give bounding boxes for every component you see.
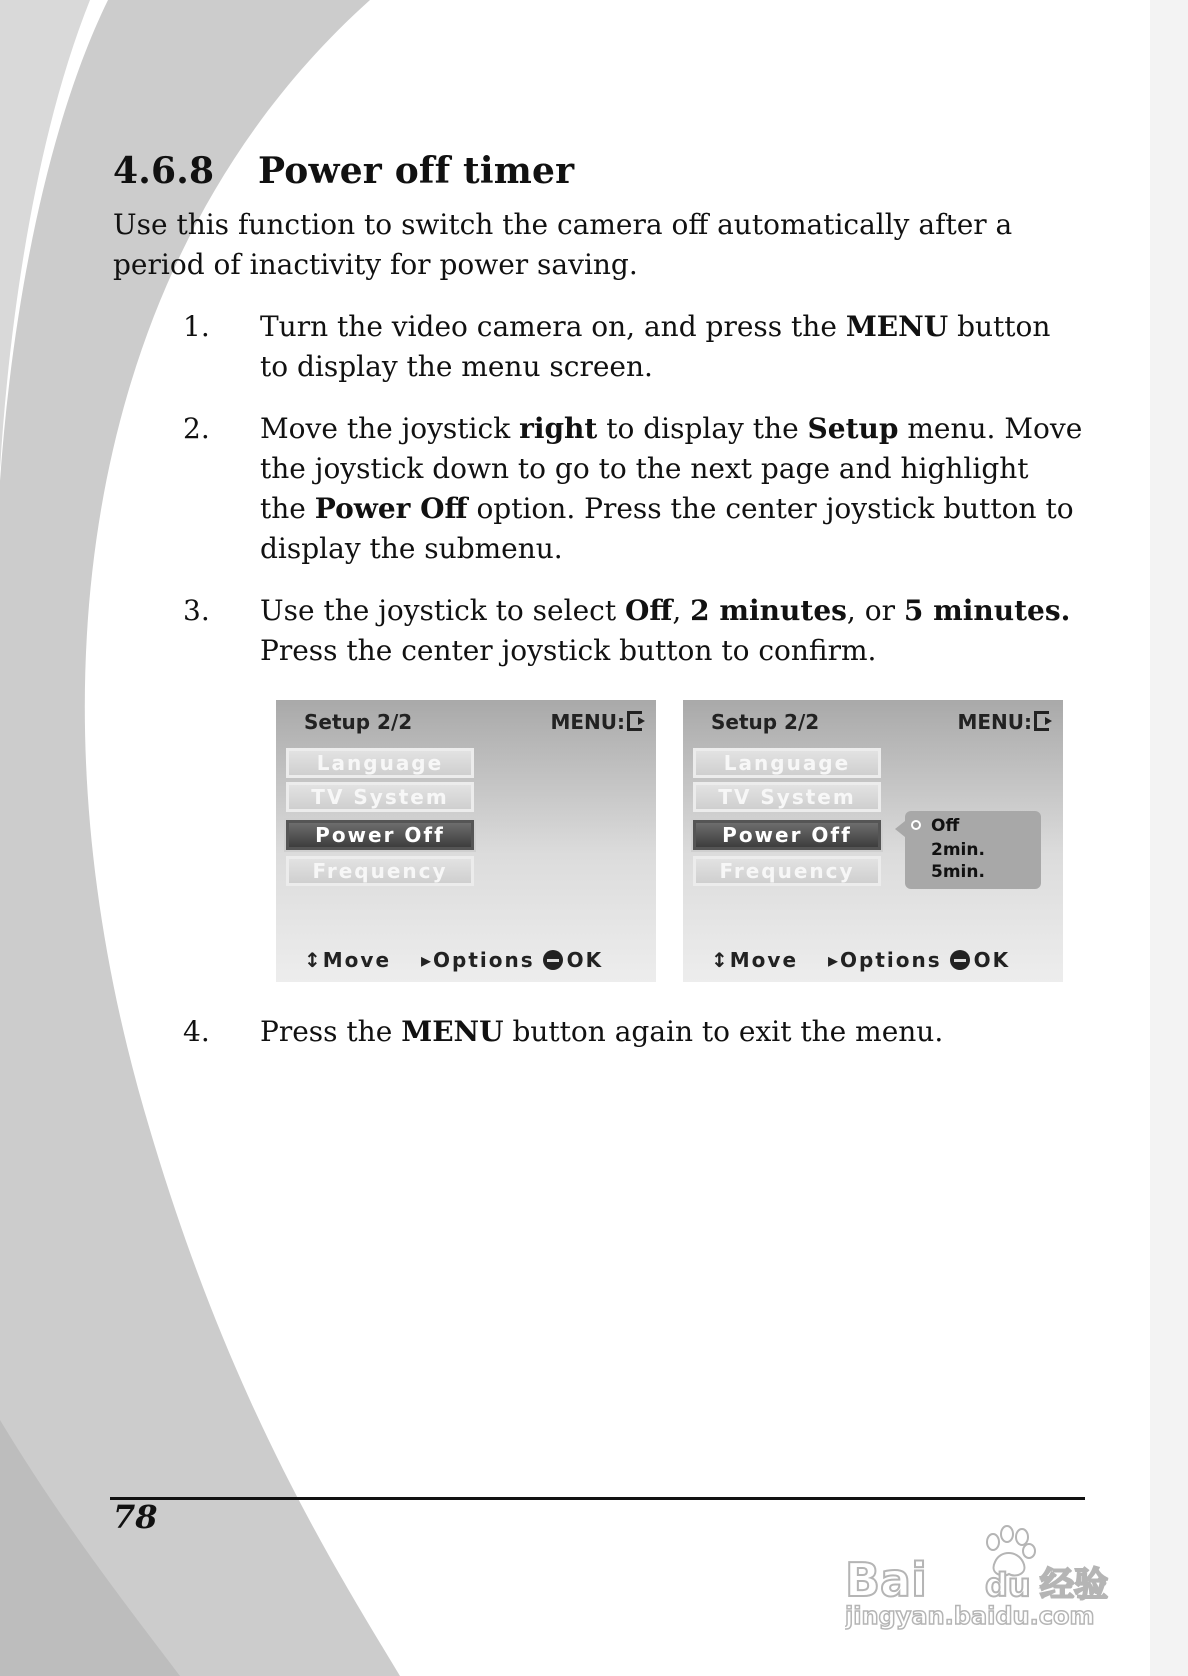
move-hint: ↕Move [711, 948, 799, 972]
screen-title: Setup 2/2 [711, 710, 820, 734]
step-text: Use the joystick to select Off, 2 minutes, or 5 minutes. Press the center joystick button to confirm. [260, 594, 1071, 667]
menu-exit-hint: MENU: [550, 710, 642, 734]
options-hint: ▸Options [828, 948, 942, 972]
screen-title: Setup 2/2 [304, 710, 413, 734]
menu-option-language: Language [693, 748, 881, 778]
page-number: 78 [113, 1498, 158, 1536]
step-text: Turn the video camera on, and press the MENU button to display the menu screen. [260, 310, 1051, 383]
radio-selected-icon [911, 820, 921, 830]
submenu-item-2min: 2min. [931, 840, 985, 860]
screen-footer [711, 948, 1010, 972]
svg-text:经验: 经验 [1040, 1565, 1108, 1605]
svg-text:jingyan.baidu.com: jingyan.baidu.com [845, 1602, 1095, 1630]
power-off-submenu-screen [683, 700, 1063, 982]
svg-text:du: du [985, 1566, 1031, 1604]
submenu-item-5min: 5min. [931, 862, 985, 882]
section-number: 4.6.8 [113, 150, 215, 192]
step-text: Move the joystick right to display the Setup menu. Move the joystick down to go to the next page and highlight the Power Off option. Press the center joystick button to display the submenu. [260, 412, 1083, 565]
menu-option-frequency: Frequency [693, 856, 881, 886]
step-1 [183, 307, 1083, 387]
move-hint: ↕Move [304, 948, 392, 972]
menu-screenshots [276, 700, 1061, 982]
ok-button-icon [543, 950, 563, 970]
menu-option-power-off: Power Off [286, 820, 474, 850]
submenu-item-off: Off [931, 816, 960, 836]
step-3 [183, 591, 1083, 671]
steps-list-continued [183, 1012, 1083, 1074]
svg-text:Bai: Bai [845, 1553, 927, 1607]
menu-option-frequency: Frequency [286, 856, 474, 886]
ok-hint: OK [973, 948, 1011, 972]
ok-hint: OK [566, 948, 604, 972]
setup-menu-screen [276, 700, 656, 982]
intro-paragraph: Use this function to switch the camera off automatically after a period of inactivity for power saving. [113, 208, 1013, 281]
menu-option-power-off: Power Off [693, 820, 881, 850]
step-number: 3. [183, 594, 210, 627]
section-heading [113, 150, 574, 192]
steps-list [183, 307, 1083, 693]
menu-option-language: Language [286, 748, 474, 778]
step-number: 4. [183, 1015, 210, 1048]
step-2 [183, 409, 1083, 569]
step-4 [183, 1012, 1083, 1052]
footer-rule [110, 1497, 1085, 1500]
step-number: 1. [183, 310, 210, 343]
exit-icon [1034, 711, 1049, 731]
menu-exit-hint: MENU: [957, 710, 1049, 734]
step-number: 2. [183, 412, 210, 445]
menu-option-tv-system: TV System [693, 782, 881, 812]
step-text: Press the MENU button again to exit the menu. [260, 1015, 944, 1048]
exit-icon [627, 711, 642, 731]
screen-footer [304, 948, 603, 972]
power-off-submenu [905, 811, 1041, 889]
ok-button-icon [950, 950, 970, 970]
baidu-jingyan-watermark-logo [845, 1520, 1115, 1630]
menu-option-tv-system: TV System [286, 782, 474, 812]
options-hint: ▸Options [421, 948, 535, 972]
section-title: Power off timer [258, 150, 575, 192]
